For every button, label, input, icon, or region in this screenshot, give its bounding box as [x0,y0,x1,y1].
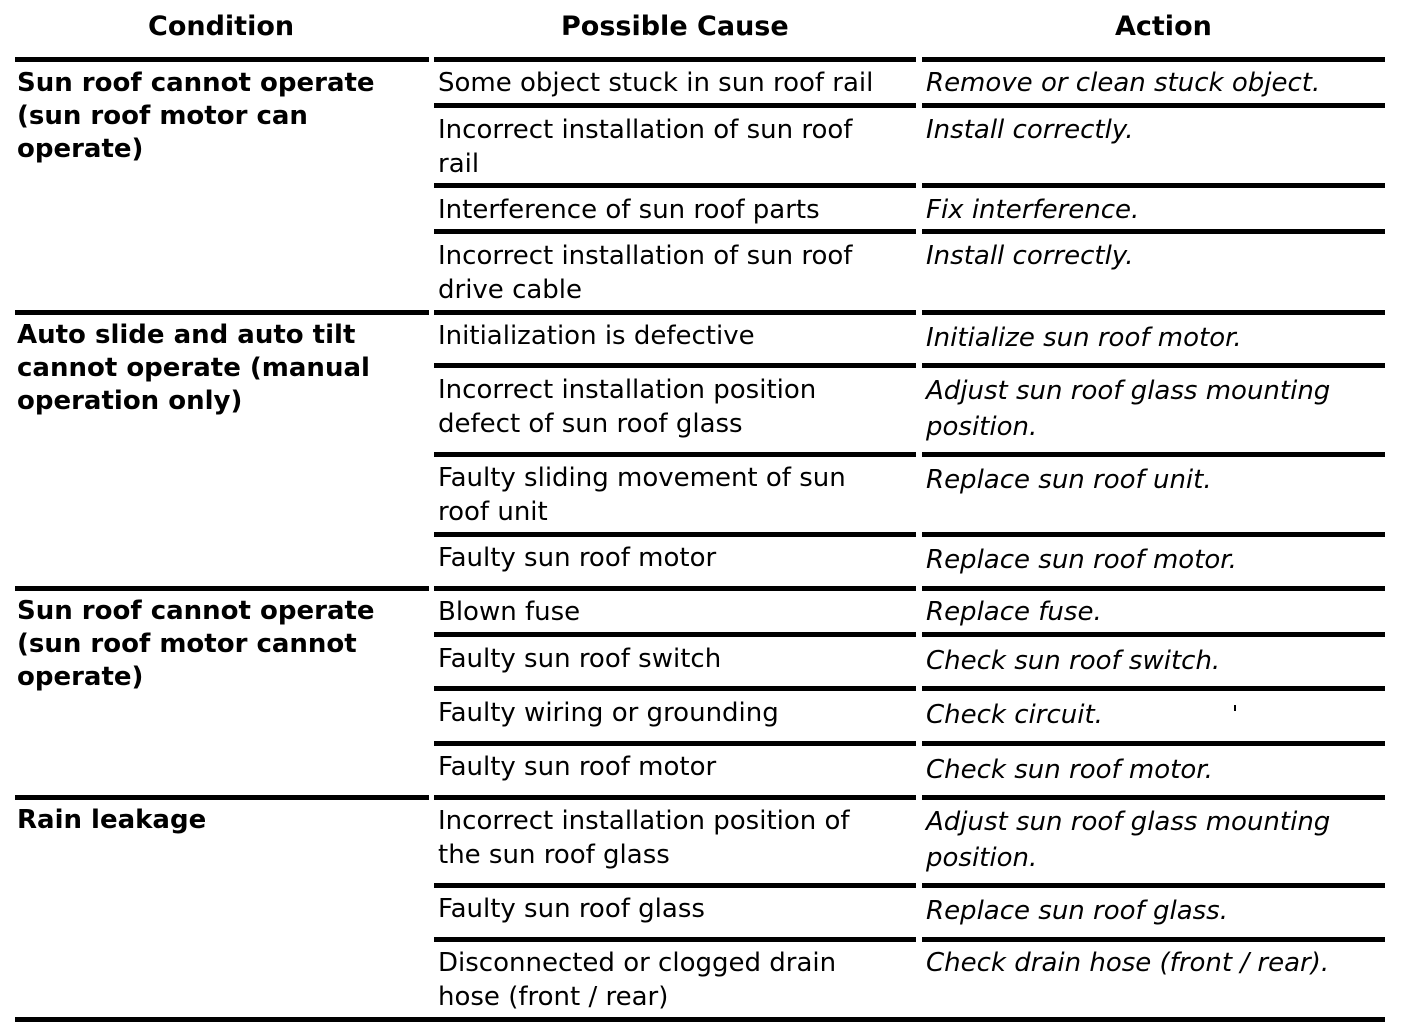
cause-cell [438,595,913,629]
cause-cell [438,461,913,529]
table-rule [922,229,1385,234]
table-rule [922,937,1385,942]
action-line: Adjust sun roof glass mounting [926,376,1331,406]
cause-line: Initialization is defective [438,321,755,351]
condition-line: operate) [17,662,144,692]
condition-group-1 [17,67,427,166]
action-cell [926,66,1396,100]
header-action: Action [1115,11,1212,42]
cause-line: Faulty sun roof motor [438,752,717,782]
table-rule [922,103,1385,108]
table-rule [922,586,1385,591]
table-rule [15,586,429,591]
table-rule [922,183,1385,188]
table-rule [922,532,1385,537]
table-rule [434,937,916,942]
action-cell [926,946,1396,980]
cause-line: Blown fuse [438,597,581,627]
table-rule [922,741,1385,746]
table-rule [434,183,916,188]
cause-line: roof unit [438,497,548,527]
cause-line: Incorrect installation position of [438,806,850,836]
cause-cell [438,319,913,353]
condition-line: operation only) [17,386,243,416]
action-line: Initialize sun roof motor. [926,323,1242,353]
cause-line: Incorrect installation of sun roof [438,241,853,271]
condition-line: Sun roof cannot operate [17,596,375,626]
action-line: Remove or clean stuck object. [926,68,1321,98]
cause-line: Incorrect installation position [438,375,817,405]
table-rule [434,586,916,591]
table-rule [922,363,1385,368]
cause-line: Interference of sun roof parts [438,195,820,225]
cause-line: Faulty sun roof motor [438,543,717,573]
condition-line: Sun roof cannot operate [17,68,375,98]
cause-line: Faulty wiring or grounding [438,698,779,728]
table-rule [434,741,916,746]
action-cell [926,894,1396,928]
action-line: Check sun roof motor. [926,755,1213,785]
action-line: Replace sun roof unit. [926,465,1212,495]
cause-cell [438,750,913,784]
action-line: Install correctly. [926,115,1134,145]
table-rule [434,310,916,315]
condition-group-2 [17,319,427,418]
table-rule [922,452,1385,457]
cause-line: Disconnected or clogged drain [438,948,837,978]
cause-cell [438,642,913,676]
action-cell [926,804,1396,876]
cause-cell [438,66,913,100]
table-rule [434,452,916,457]
table-rule [434,57,916,62]
cause-cell [438,373,913,441]
table-rule [922,795,1385,800]
action-line: Check circuit. [926,700,1103,730]
table-rule [434,532,916,537]
condition-line: Auto slide and auto tilt [17,320,356,350]
table-rule [434,795,916,800]
action-cell [926,239,1396,273]
cause-line: Faulty sliding movement of sun [438,463,846,493]
condition-group-4 [17,804,427,837]
action-cell [926,698,1396,732]
action-cell [926,321,1396,355]
table-rule [922,883,1385,888]
cause-line: rail [438,149,480,179]
condition-line: cannot operate (manual [17,353,370,383]
action-cell [926,753,1396,787]
cause-line: Some object stuck in sun roof rail [438,68,874,98]
condition-line: (sun roof motor cannot [17,629,357,659]
cause-line: defect of sun roof glass [438,409,743,439]
action-line: Replace fuse. [926,597,1102,627]
action-line: Check drain hose (front / rear). [926,948,1330,978]
header-possible-cause: Possible Cause [561,11,789,42]
action-line: Check sun roof switch. [926,646,1221,676]
action-line: position. [926,412,1038,442]
table-rule [15,57,429,62]
table-rule [922,686,1385,691]
action-line: position. [926,843,1038,873]
action-line: Replace sun roof glass. [926,896,1228,926]
cause-cell [438,696,913,730]
action-cell [926,543,1396,577]
table-bottom-rule [15,1017,1385,1022]
action-cell [926,113,1396,147]
cause-cell [438,804,913,872]
action-cell [926,463,1396,497]
cause-line: Faulty sun roof glass [438,894,705,924]
cause-cell [438,193,913,227]
action-line: Fix interference. [926,195,1140,225]
table-rule [922,632,1385,637]
header-condition: Condition [148,11,295,42]
table-rule [434,632,916,637]
stray-mark [1234,705,1236,711]
cause-cell [438,892,913,926]
condition-line: (sun roof motor can [17,101,308,131]
cause-cell [438,239,913,307]
cause-cell [438,541,913,575]
cause-cell [438,113,913,181]
table-rule [434,103,916,108]
condition-group-3 [17,595,427,694]
action-cell [926,644,1396,678]
condition-line: operate) [17,134,144,164]
table-rule [434,883,916,888]
action-line: Replace sun roof motor. [926,545,1237,575]
table-rule [434,686,916,691]
table-rule [922,310,1385,315]
cause-line: hose (front / rear) [438,982,669,1012]
action-cell [926,193,1396,227]
cause-line: the sun roof glass [438,840,670,870]
table-rule [434,229,916,234]
cause-cell [438,946,913,1014]
action-line: Adjust sun roof glass mounting [926,807,1331,837]
table-rule [922,57,1385,62]
cause-line: Faulty sun roof switch [438,644,722,674]
cause-line: drive cable [438,275,583,305]
action-cell [926,595,1396,629]
table-rule [434,363,916,368]
action-cell [926,373,1396,445]
cause-line: Incorrect installation of sun roof [438,115,853,145]
condition-line: Rain leakage [17,805,207,835]
table-rule [15,795,429,800]
action-line: Install correctly. [926,241,1134,271]
table-rule [15,310,429,315]
